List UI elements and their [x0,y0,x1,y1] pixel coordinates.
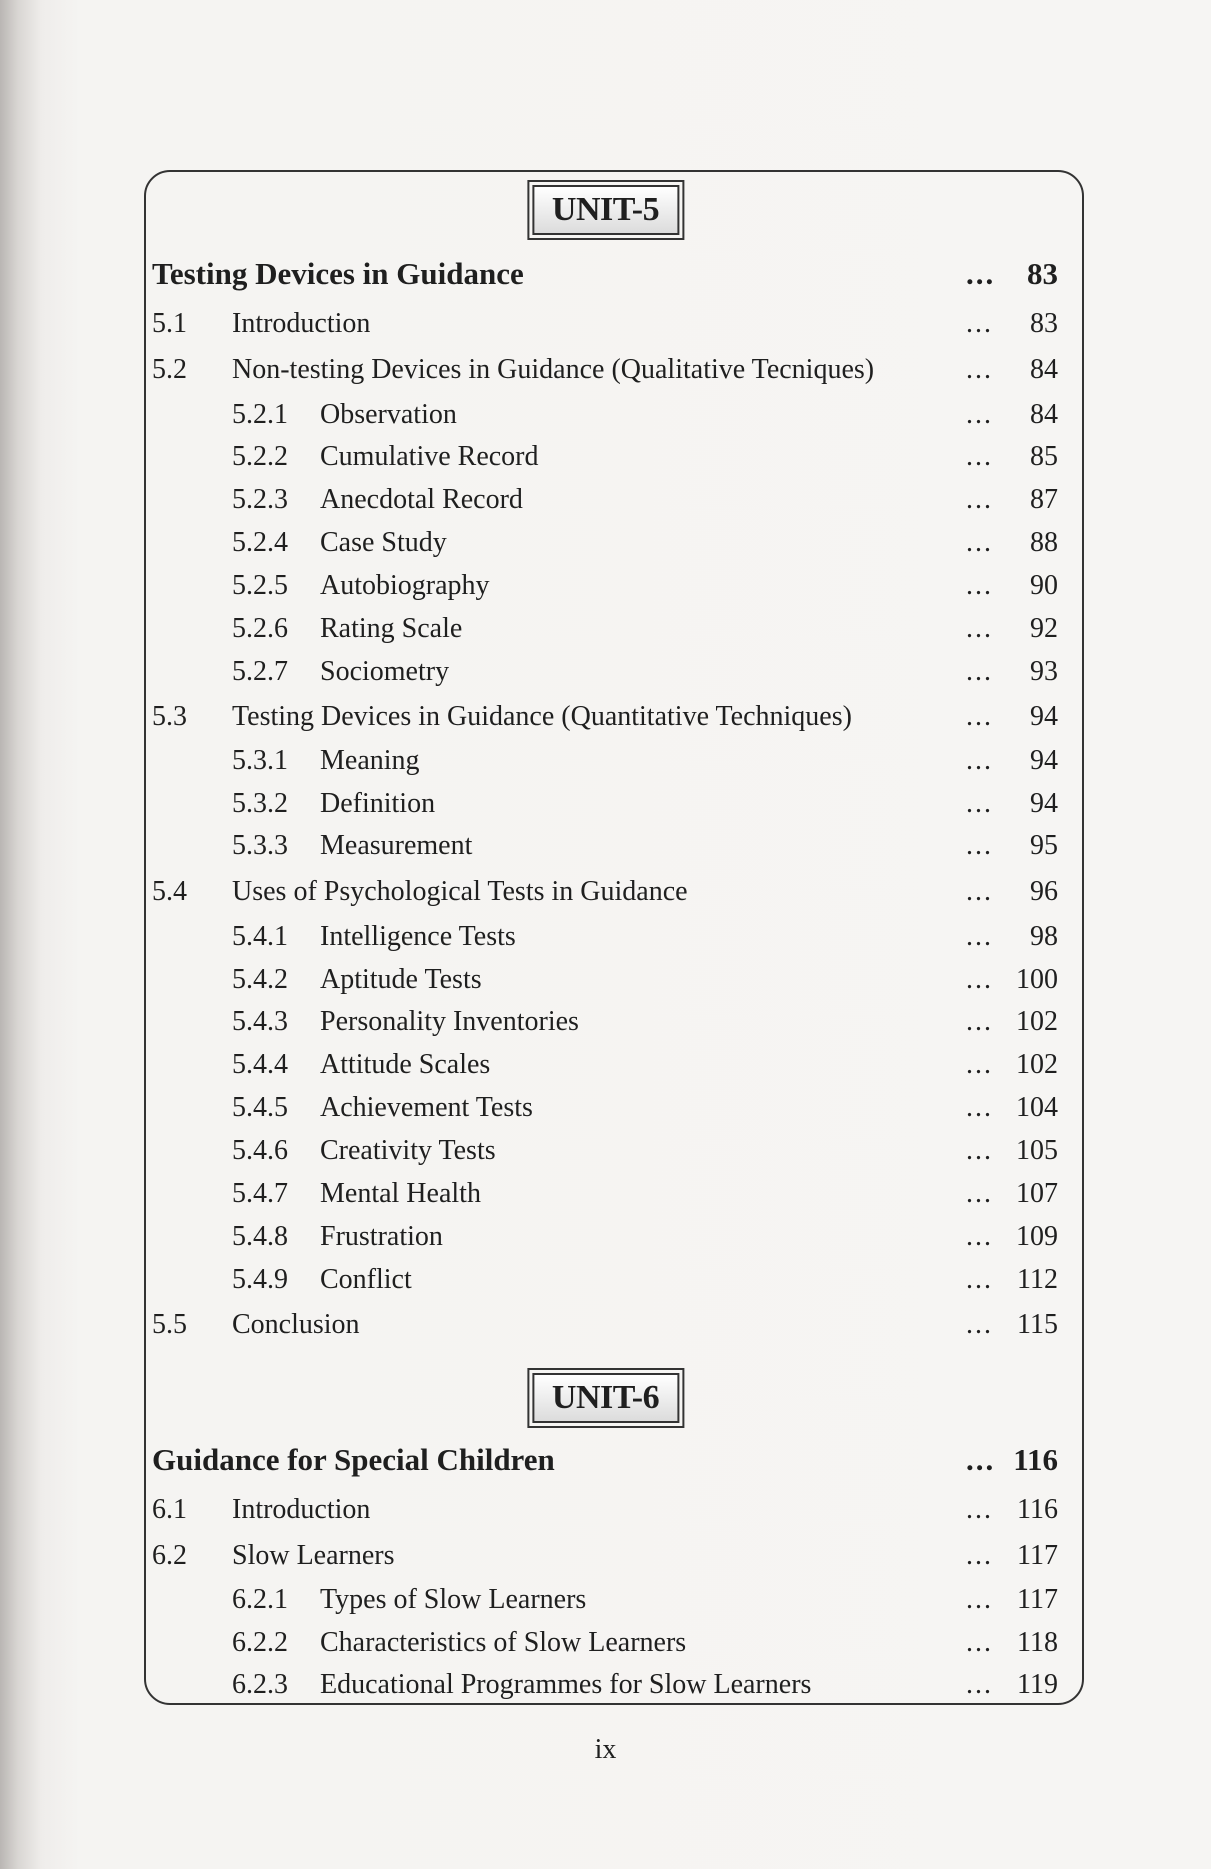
toc-entry [152,1217,1058,1257]
page-ref: 116 [1013,1442,1058,1477]
toc-entry [152,917,1058,957]
page-ref: 83 [1027,256,1058,291]
leader-dots: ... [966,876,993,907]
toc-entry [152,395,1058,435]
leader-dots: ... [966,399,993,430]
page-ref: 85 [1030,441,1058,472]
section-title: Conflict [320,1264,412,1295]
toc-entry [152,350,1058,390]
page-ref: 95 [1030,830,1058,861]
leader-dots: ... [966,1540,993,1571]
section-title: Testing Devices in Guidance (Quantitative Techniques) [232,701,852,732]
section-number: 5.3.2 [232,788,288,819]
unit-5-label: UNIT-5 [532,185,679,235]
leader-dots: ... [966,1669,993,1700]
section-number: 5.2.7 [232,656,288,687]
section-number: 5.2.1 [232,399,288,430]
page-ref: 104 [1016,1092,1058,1123]
section-number: 6.2.3 [232,1669,288,1700]
section-number: 5.2.3 [232,484,288,515]
page-ref: 107 [1016,1178,1058,1209]
leader-dots: ... [966,745,993,776]
unit-6-label: UNIT-6 [532,1373,679,1423]
section-number: 5.4.7 [232,1178,288,1209]
leader-dots: ... [966,830,993,861]
leader-dots: ... [966,964,993,995]
section-title: Slow Learners [232,1540,395,1571]
leader-dots: ... [966,788,993,819]
page-ref: 84 [1030,354,1058,385]
toc-entry [152,1305,1058,1345]
leader-dots: ... [966,441,993,472]
toc-entry [152,1536,1058,1576]
toc-entry [152,437,1058,477]
leader-dots: ... [966,1092,993,1123]
section-title: Aptitude Tests [320,964,482,995]
section-number: 5.4.6 [232,1135,288,1166]
toc-entry [152,652,1058,692]
section-title: Frustration [320,1221,443,1252]
section-number: 5.4.4 [232,1049,288,1080]
leader-dots: ... [966,1309,993,1340]
section-number: 5.4.9 [232,1264,288,1295]
section-number: 5.4.8 [232,1221,288,1252]
page-ref: 118 [1017,1627,1058,1658]
toc-entry [152,566,1058,606]
toc-entry [152,304,1058,344]
toc-entry [152,697,1058,737]
leader-dots: ... [966,921,993,952]
unit-heading [152,254,1058,294]
toc-entry [152,1623,1058,1663]
toc-entry [152,960,1058,1000]
section-title: Meaning [320,745,420,776]
section-title: Personality Inventories [320,1006,579,1037]
section-number: 5.3.3 [232,830,288,861]
section-title: Creativity Tests [320,1135,496,1166]
section-number: 5.3 [152,701,187,732]
section-number: 5.4 [152,876,187,907]
toc-entry [152,784,1058,824]
toc-entry [152,741,1058,781]
section-number: 5.4.3 [232,1006,288,1037]
section-title: Educational Programmes for Slow Learners [320,1669,812,1700]
leader-dots: ... [966,1494,993,1525]
section-title: Introduction [232,308,371,339]
leader-dots: ... [966,613,993,644]
section-title: Characteristics of Slow Learners [320,1627,687,1658]
leader-dots: ... [966,354,993,385]
section-number: 5.2.5 [232,570,288,601]
section-title: Conclusion [232,1309,360,1340]
toc-entry [152,1002,1058,1042]
leader-dots: ... [966,1221,993,1252]
section-title: Rating Scale [320,613,463,644]
unit-5-banner [527,180,684,240]
section-number: 5.2.4 [232,527,288,558]
leader-dots: ... [966,1178,993,1209]
leader-dots: ... [966,1627,993,1658]
toc-entry [152,1131,1058,1171]
section-title: Non-testing Devices in Guidance (Qualitative Tecniques) [232,354,875,385]
toc-entry [152,1665,1058,1705]
leader-dots: ... [966,1584,993,1615]
section-title: Observation [320,399,457,430]
page-ref: 84 [1030,399,1058,430]
page-ref: 96 [1030,876,1058,907]
section-title: Uses of Psychological Tests in Guidance [232,876,688,907]
toc-entry [152,1490,1058,1530]
section-title: Mental Health [320,1178,481,1209]
toc-entry [152,480,1058,520]
section-number: 6.1 [152,1494,187,1525]
page-number: ix [594,1734,617,1765]
section-title: Measurement [320,830,473,861]
leader-dots: ... [966,570,993,601]
section-number: 6.2.2 [232,1627,288,1658]
page-ref: 94 [1030,788,1058,819]
heading-title: Testing Devices in Guidance [152,256,524,291]
page-ref: 90 [1030,570,1058,601]
page-ref: 102 [1016,1049,1058,1080]
page-ref: 116 [1017,1494,1058,1525]
toc-entry [152,609,1058,649]
page-ref: 98 [1030,921,1058,952]
section-title: Definition [320,788,436,819]
page-ref: 94 [1030,745,1058,776]
section-title: Sociometry [320,656,450,687]
section-number: 5.1 [152,308,187,339]
section-number: 6.2.1 [232,1584,288,1615]
heading-title: Guidance for Special Children [152,1442,555,1477]
leader-dots: ... [966,1049,993,1080]
section-number: 5.5 [152,1309,187,1340]
section-number: 5.2.2 [232,441,288,472]
leader-dots: ... [966,484,993,515]
leader-dots: ... [966,701,993,732]
page-ref: 83 [1030,308,1058,339]
page-ref: 119 [1017,1669,1058,1700]
toc-entry [152,1045,1058,1085]
leader-dots: ... [966,656,993,687]
section-number: 5.4.1 [232,921,288,952]
leader-dots: ... [966,256,996,291]
toc-entry [152,1088,1058,1128]
section-title: Intelligence Tests [320,921,516,952]
toc-entry [152,1174,1058,1214]
leader-dots: ... [966,1135,993,1166]
page-ref: 115 [1017,1309,1058,1340]
toc-entry [152,1260,1058,1300]
page-ref: 94 [1030,701,1058,732]
leader-dots: ... [966,308,993,339]
page-ref: 117 [1017,1540,1058,1571]
toc-entry [152,1580,1058,1620]
section-title: Anecdotal Record [320,484,523,515]
section-title: Achievement Tests [320,1092,533,1123]
page-ref: 92 [1030,613,1058,644]
leader-dots: ... [966,1006,993,1037]
section-title: Introduction [232,1494,371,1525]
unit-6-banner [527,1368,684,1428]
page-ref: 105 [1016,1135,1058,1166]
section-title: Case Study [320,527,447,558]
leader-dots: ... [966,1264,993,1295]
section-number: 5.2 [152,354,187,385]
unit-heading [152,1440,1058,1480]
page-ref: 102 [1016,1006,1058,1037]
page-ref: 100 [1016,964,1058,995]
page-ref: 88 [1030,527,1058,558]
leader-dots: ... [966,527,993,558]
section-number: 6.2 [152,1540,187,1571]
toc-entry [152,872,1058,912]
toc-entry [152,523,1058,563]
page-ref: 87 [1030,484,1058,515]
page-ref: 117 [1017,1584,1058,1615]
page-ref: 109 [1016,1221,1058,1252]
section-title: Types of Slow Learners [320,1584,587,1615]
section-title: Cumulative Record [320,441,539,472]
section-number: 5.2.6 [232,613,288,644]
section-number: 5.3.1 [232,745,288,776]
section-number: 5.4.5 [232,1092,288,1123]
section-title: Attitude Scales [320,1049,491,1080]
toc-entry [152,826,1058,866]
section-title: Autobiography [320,570,490,601]
page-ref: 112 [1017,1264,1058,1295]
leader-dots: ... [966,1442,996,1477]
section-number: 5.4.2 [232,964,288,995]
page-ref: 93 [1030,656,1058,687]
